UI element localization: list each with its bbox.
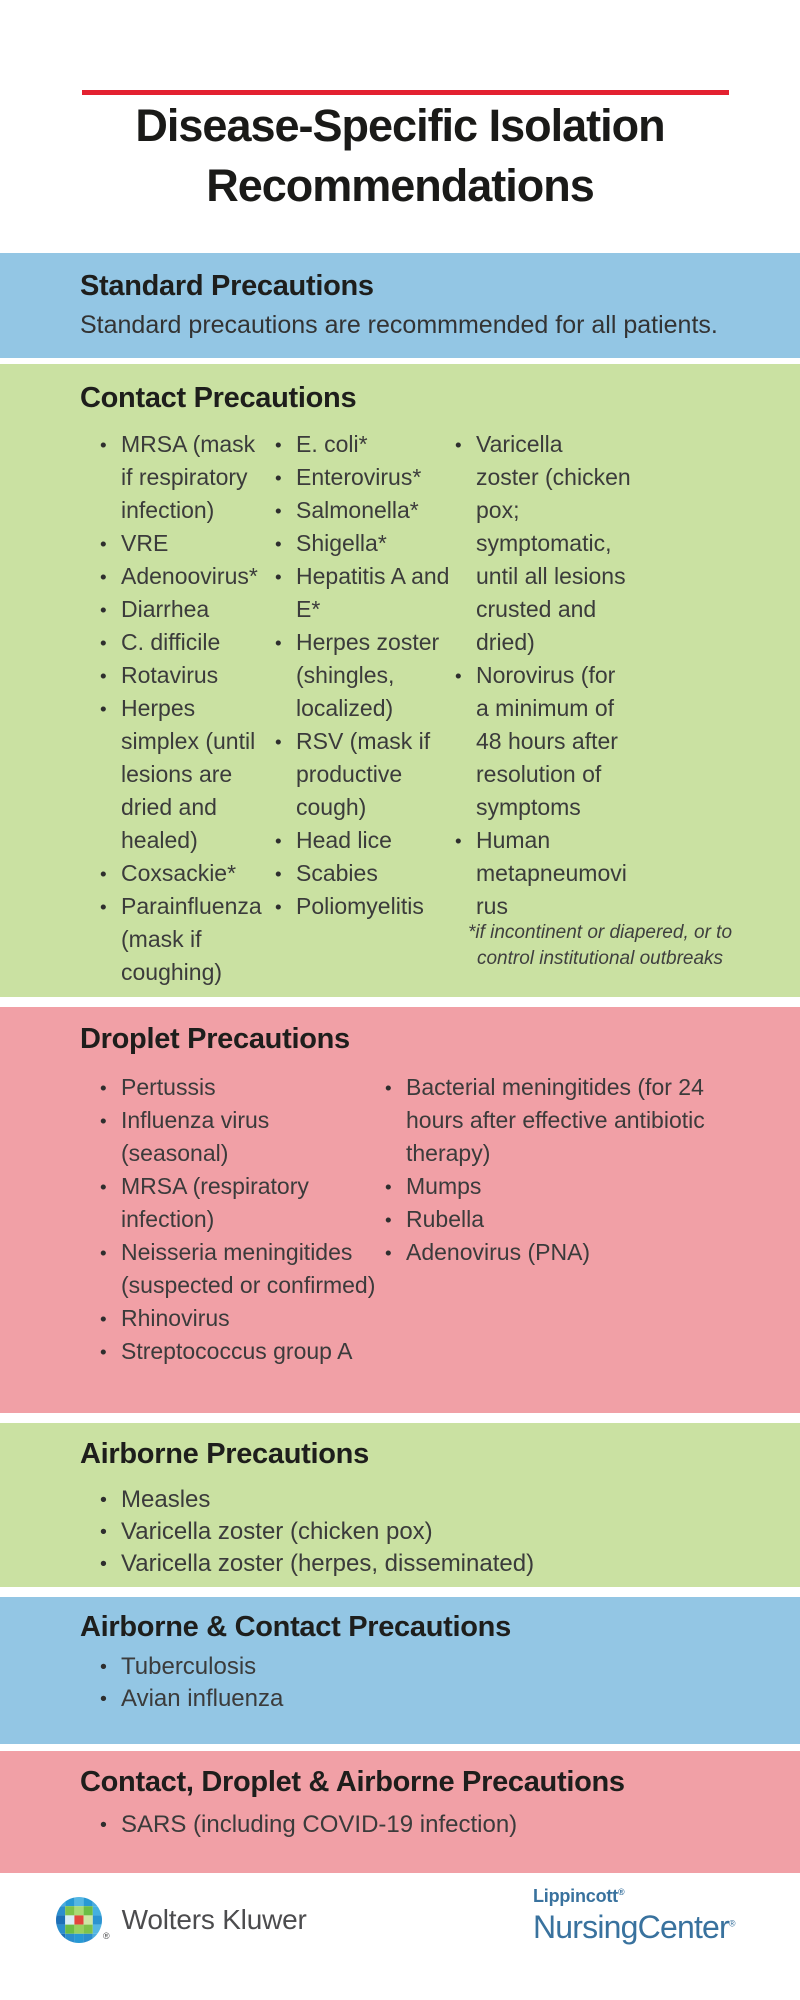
- nursingcenter-registered-mark: ®: [728, 1918, 735, 1929]
- lippincott-wordmark: [533, 1886, 735, 1907]
- wolters-kluwer-wordmark: Wolters Kluwer: [121, 1904, 307, 1935]
- contact-droplet-airborne-list: [96, 1809, 716, 1841]
- droplet-column-2: [381, 1071, 726, 1368]
- page-title: Disease-Specific Isolation Recommendations: [135, 100, 665, 211]
- nursingcenter-wordmark: [533, 1909, 735, 1946]
- list-item: • Human metapneumovirus: [451, 824, 631, 923]
- airborne-contact-heading: Airborne & Contact Precautions: [80, 1611, 511, 1643]
- list-item: • Bacterial meningitides (for 24 hours after effective antibiotic therapy): [381, 1071, 726, 1170]
- standard-precautions-heading: Standard Precautions: [80, 270, 374, 302]
- list-item: • Streptococcus group A: [96, 1335, 381, 1368]
- list-item: • Rubella: [381, 1203, 726, 1236]
- airborne-contact-precautions-section: [0, 1597, 800, 1744]
- airborne-precautions-heading: Airborne Precautions: [80, 1438, 369, 1470]
- standard-precautions-section: [0, 253, 800, 358]
- list-item: • Diarrhea: [96, 593, 271, 626]
- droplet-column-1: [96, 1071, 381, 1368]
- wolters-kluwer-registered-mark: ®: [103, 1931, 110, 1941]
- title-red-rule: [82, 90, 729, 95]
- list-item: • Parainfluenza (mask if coughing): [96, 890, 271, 989]
- list-item: • Varicella zoster (herpes, disseminated): [96, 1548, 716, 1580]
- airborne-precautions-section: [0, 1423, 800, 1587]
- contact-droplet-airborne-section: [0, 1751, 800, 1873]
- contact-column-3: [451, 428, 631, 989]
- list-item: • MRSA (respiratory infection): [96, 1170, 381, 1236]
- lippincott-registered-mark: ®: [617, 1887, 625, 1897]
- list-item: • Rhinovirus: [96, 1302, 381, 1335]
- list-item: • Influenza virus (seasonal): [96, 1104, 381, 1170]
- list-item: • Shigella*: [271, 527, 451, 560]
- wolters-kluwer-logo: [56, 1897, 307, 1943]
- wolters-kluwer-globe-icon: [56, 1897, 102, 1943]
- standard-precautions-body: Standard precautions are recommmended for all patients.: [80, 311, 718, 339]
- list-item: • Adenovirus (PNA): [381, 1236, 726, 1269]
- list-item: • Herpes simplex (until lesions are dried and healed): [96, 692, 271, 857]
- droplet-precautions-heading: Droplet Precautions: [80, 1023, 350, 1055]
- droplet-precautions-section: [0, 1007, 800, 1413]
- list-item: • Enterovirus*: [271, 461, 451, 494]
- contact-column-1: [96, 428, 271, 989]
- list-item: • Poliomyelitis: [271, 890, 451, 923]
- list-item: • Head lice: [271, 824, 451, 857]
- droplet-precautions-columns: [96, 1071, 760, 1368]
- footer: [0, 1880, 800, 2000]
- list-item: • Mumps: [381, 1170, 726, 1203]
- nursingcenter-text: NursingCenter: [533, 1909, 729, 1945]
- list-item: • Scabies: [271, 857, 451, 890]
- lippincott-nursingcenter-logo: [533, 1886, 735, 1946]
- list-item: • Measles: [96, 1484, 716, 1516]
- list-item: • Neisseria meningitides (suspected or confirmed): [96, 1236, 381, 1302]
- list-item: • MRSA (mask if respiratory infection): [96, 428, 271, 527]
- list-item: • Varicella zoster (chicken pox): [96, 1516, 716, 1548]
- list-item: • Salmonella*: [271, 494, 451, 527]
- list-item: • RSV (mask if productive cough): [271, 725, 451, 824]
- contact-precautions-columns: [96, 428, 760, 989]
- list-item: • C. difficile: [96, 626, 271, 659]
- lippincott-text: Lippincott: [533, 1886, 618, 1906]
- contact-droplet-airborne-heading: Contact, Droplet & Airborne Precautions: [80, 1766, 625, 1798]
- contact-precautions-heading: Contact Precautions: [80, 382, 357, 414]
- airborne-list: [96, 1484, 716, 1580]
- list-item: • Avian influenza: [96, 1683, 716, 1715]
- list-item: • VRE: [96, 527, 271, 560]
- list-item: • Norovirus (for a minimum of 48 hours after resolution of symptoms: [451, 659, 631, 824]
- list-item: • E. coli*: [271, 428, 451, 461]
- list-item: • Coxsackie*: [96, 857, 271, 890]
- list-item: • Adenoovirus*: [96, 560, 271, 593]
- list-item: • Tuberculosis: [96, 1651, 716, 1683]
- contact-precautions-section: [0, 364, 800, 997]
- list-item: • SARS (including COVID-19 infection): [96, 1809, 716, 1841]
- list-item: • Herpes zoster (shingles, localized): [271, 626, 451, 725]
- list-item: • Pertussis: [96, 1071, 381, 1104]
- contact-footnote: *if incontinent or diapered, or to control institutional outbreaks: [467, 922, 733, 969]
- contact-column-2: [271, 428, 451, 989]
- list-item: • Rotavirus: [96, 659, 271, 692]
- list-item: • Hepatitis A and E*: [271, 560, 451, 626]
- airborne-contact-list: [96, 1651, 716, 1715]
- list-item: • Varicella zoster (chicken pox; symptomatic, until all lesions crusted and dried): [451, 428, 631, 659]
